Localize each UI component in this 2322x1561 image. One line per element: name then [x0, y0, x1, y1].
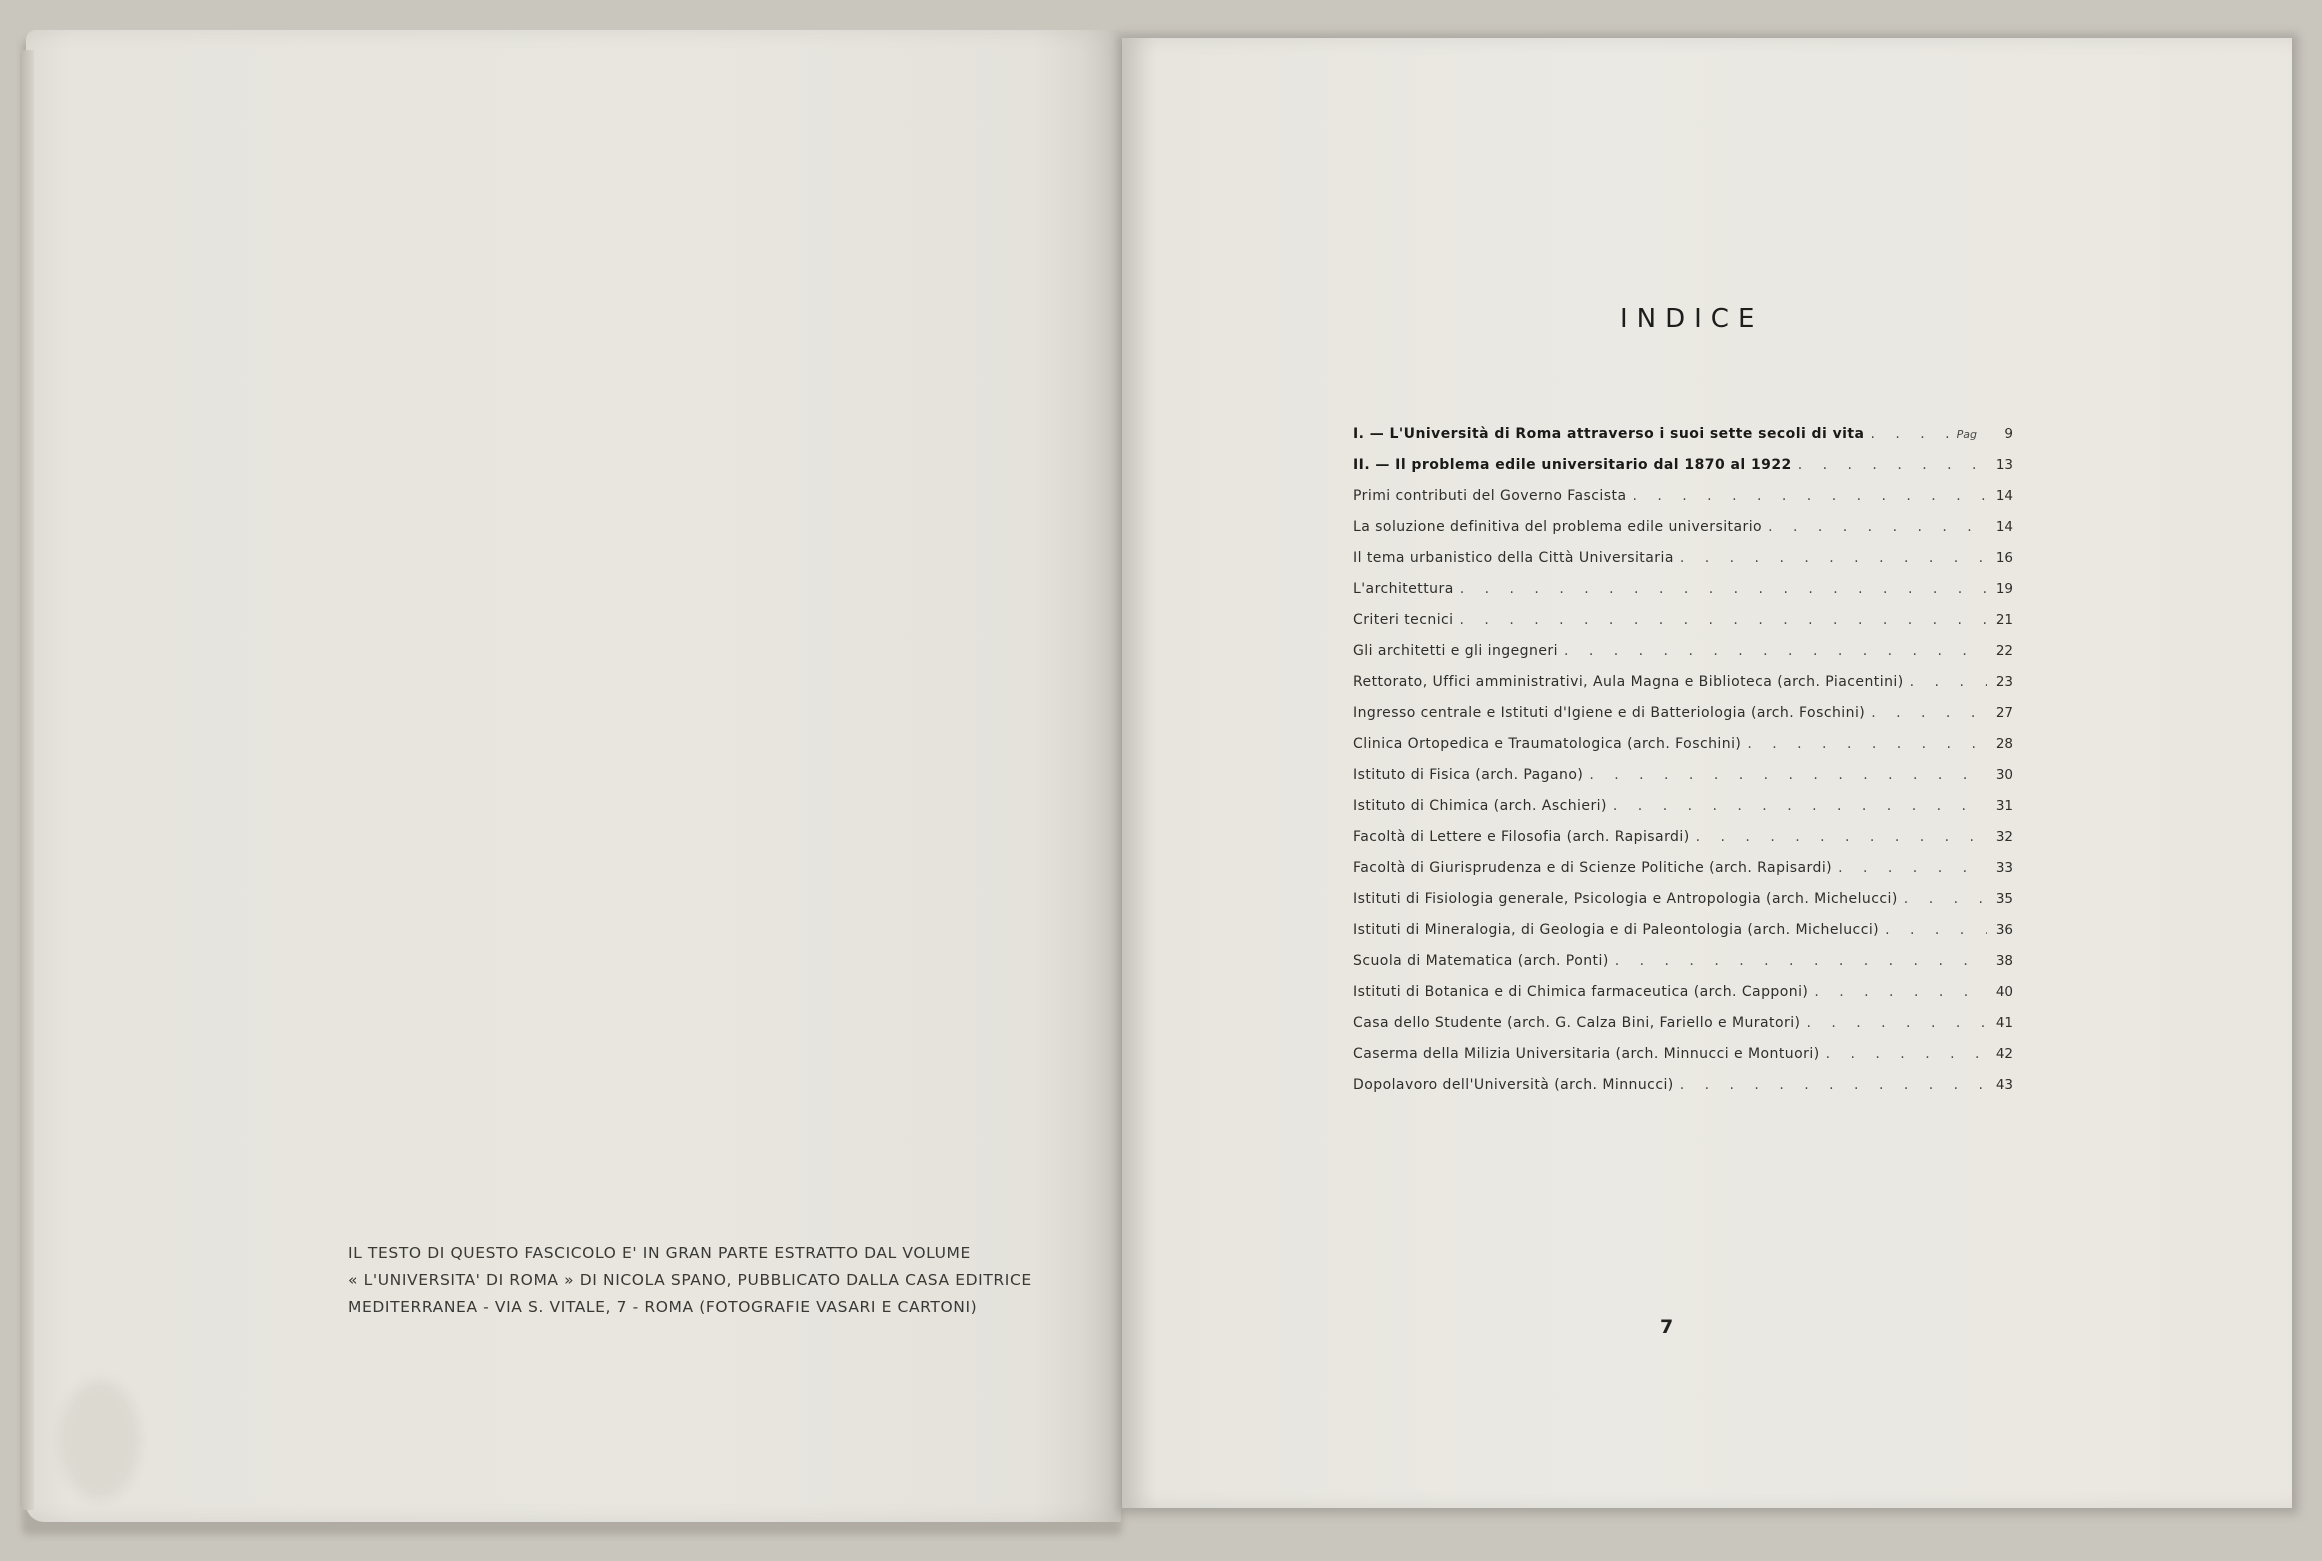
toc-entry — [1353, 915, 2013, 946]
toc-entry — [1353, 574, 2013, 605]
toc-entry — [1353, 760, 2013, 791]
dot-leader — [1864, 419, 1956, 450]
table-of-contents — [1353, 419, 2013, 1101]
toc-entry-page: 43 — [1995, 1077, 2013, 1093]
toc-entry — [1353, 698, 2013, 729]
credits-note — [348, 1240, 1032, 1321]
toc-entry-page: 23 — [1995, 674, 2013, 690]
dot-leader — [1865, 698, 1987, 729]
toc-entry-page: 9 — [2004, 426, 2013, 442]
dot-leader — [1741, 729, 1987, 760]
toc-entry-page: 38 — [1995, 953, 2013, 969]
toc-entry-title: Istituti di Fisiologia generale, Psicologia e Antropologia (arch. Michelucci) — [1353, 891, 1898, 907]
credits-line: IL TESTO DI QUESTO FASCICOLO E' IN GRAN PARTE ESTRATTO DAL VOLUME — [348, 1244, 971, 1262]
toc-entry-page: 16 — [1995, 550, 2013, 566]
toc-entry-title: Criteri tecnici — [1353, 612, 1454, 628]
credits-line: « L'UNIVERSITA' DI ROMA » DI NICOLA SPANO, PUBBLICATO DALLA CASA EDITRICE — [348, 1271, 1032, 1289]
toc-entry-page: 33 — [1995, 860, 2013, 876]
toc-entry-title: Scuola di Matematica (arch. Ponti) — [1353, 953, 1609, 969]
page-stain — [60, 1380, 140, 1500]
toc-entry — [1353, 605, 2013, 636]
toc-entry-title: Primi contributi del Governo Fascista — [1353, 488, 1627, 504]
dot-leader — [1898, 884, 1987, 915]
dot-leader — [1792, 450, 1987, 481]
dot-leader — [1583, 760, 1987, 791]
toc-entry-page: 40 — [1995, 984, 2013, 1000]
dot-leader — [1609, 946, 1987, 977]
toc-entry-page: 42 — [1995, 1046, 2013, 1062]
toc-entry-page: 13 — [1995, 457, 2013, 473]
dot-leader — [1558, 636, 1987, 667]
page-number: 7 — [1660, 1316, 1674, 1338]
toc-entry-title: Istituti di Botanica e di Chimica farmaceutica (arch. Capponi) — [1353, 984, 1809, 1000]
toc-entry-title: Il tema urbanistico della Città Universitaria — [1353, 550, 1674, 566]
dot-leader — [1800, 1008, 1987, 1039]
toc-entry-title: Istituto di Chimica (arch. Aschieri) — [1353, 798, 1607, 814]
toc-entry — [1353, 543, 2013, 574]
toc-entry-page: 30 — [1995, 767, 2013, 783]
toc-entry — [1353, 946, 2013, 977]
dot-leader — [1904, 667, 1987, 698]
credits-line: MEDITERRANEA - VIA S. VITALE, 7 - ROMA (FOTOGRAFIE VASARI E CARTONI) — [348, 1298, 978, 1316]
dot-leader — [1607, 791, 1987, 822]
toc-entry-title: L'architettura — [1353, 581, 1454, 597]
toc-entry-title: Istituto di Fisica (arch. Pagano) — [1353, 767, 1584, 783]
toc-entry-page: 32 — [1995, 829, 2013, 845]
dot-leader — [1879, 915, 1987, 946]
toc-entry-page: 22 — [1995, 643, 2013, 659]
dot-leader — [1674, 543, 1987, 574]
dot-leader — [1454, 605, 1987, 636]
toc-entry — [1353, 636, 2013, 667]
toc-entry-page: 31 — [1995, 798, 2013, 814]
dot-leader — [1832, 853, 1987, 884]
toc-entry — [1353, 419, 2013, 450]
toc-entry-title: Facoltà di Lettere e Filosofia (arch. Rapisardi) — [1353, 829, 1690, 845]
toc-entry-title: Dopolavoro dell'Università (arch. Minnucci) — [1353, 1077, 1674, 1093]
toc-entry-title: Clinica Ortopedica e Traumatologica (arch. Foschini) — [1353, 736, 1742, 752]
toc-entry — [1353, 977, 2013, 1008]
toc-entry — [1353, 729, 2013, 760]
toc-entry-page: 21 — [1995, 612, 2013, 628]
toc-entry — [1353, 884, 2013, 915]
toc-entry — [1353, 1070, 2013, 1101]
toc-entry — [1353, 791, 2013, 822]
toc-entry-title: Ingresso centrale e Istituti d'Igiene e di Batteriologia (arch. Foschini) — [1353, 705, 1866, 721]
toc-entry — [1353, 822, 2013, 853]
toc-entry — [1353, 1008, 2013, 1039]
toc-entry-page: 41 — [1995, 1015, 2013, 1031]
toc-entry — [1353, 667, 2013, 698]
toc-entry-page: 14 — [1995, 519, 2013, 535]
toc-entry — [1353, 1039, 2013, 1070]
toc-entry-title: Rettorato, Uffici amministrativi, Aula Magna e Biblioteca (arch. Piacentini) — [1353, 674, 1904, 690]
toc-entry-title: Casa dello Studente (arch. G. Calza Bini, Fariello e Muratori) — [1353, 1015, 1801, 1031]
toc-entry-page: 28 — [1995, 736, 2013, 752]
toc-entry-title: I. — L'Università di Roma attraverso i suoi sette secoli di vita — [1353, 426, 1865, 442]
toc-entry-title: Facoltà di Giurisprudenza e di Scienze Politiche (arch. Rapisardi) — [1353, 860, 1833, 876]
toc-entry-page: 35 — [1995, 891, 2013, 907]
toc-entry-page: 27 — [1995, 705, 2013, 721]
toc-entry-title: Caserma della Milizia Universitaria (arch. Minnucci e Montuori) — [1353, 1046, 1820, 1062]
toc-entry-title: La soluzione definitiva del problema edile universitario — [1353, 519, 1763, 535]
dot-leader — [1690, 822, 1987, 853]
toc-entry — [1353, 853, 2013, 884]
index-title: INDICE — [1620, 304, 1764, 334]
dot-leader — [1674, 1070, 1987, 1101]
toc-entry-title: II. — Il problema edile universitario dal 1870 al 1922 — [1353, 457, 1792, 473]
toc-entry-title: Gli architetti e gli ingegneri — [1353, 643, 1558, 659]
toc-entry-page: 36 — [1995, 922, 2013, 938]
dot-leader — [1762, 512, 1987, 543]
dot-leader — [1454, 574, 1987, 605]
toc-entry-page: 19 — [1995, 581, 2013, 597]
pag-label: Pag — [1956, 428, 1977, 441]
toc-entry — [1353, 512, 2013, 543]
toc-entry-page: 14 — [1995, 488, 2013, 504]
dot-leader — [1808, 977, 1987, 1008]
dot-leader — [1820, 1039, 1987, 1070]
toc-entry — [1353, 481, 2013, 512]
toc-entry-title: Istituti di Mineralogia, di Geologia e di Paleontologia (arch. Michelucci) — [1353, 922, 1880, 938]
dot-leader — [1626, 481, 1987, 512]
toc-entry — [1353, 450, 2013, 481]
